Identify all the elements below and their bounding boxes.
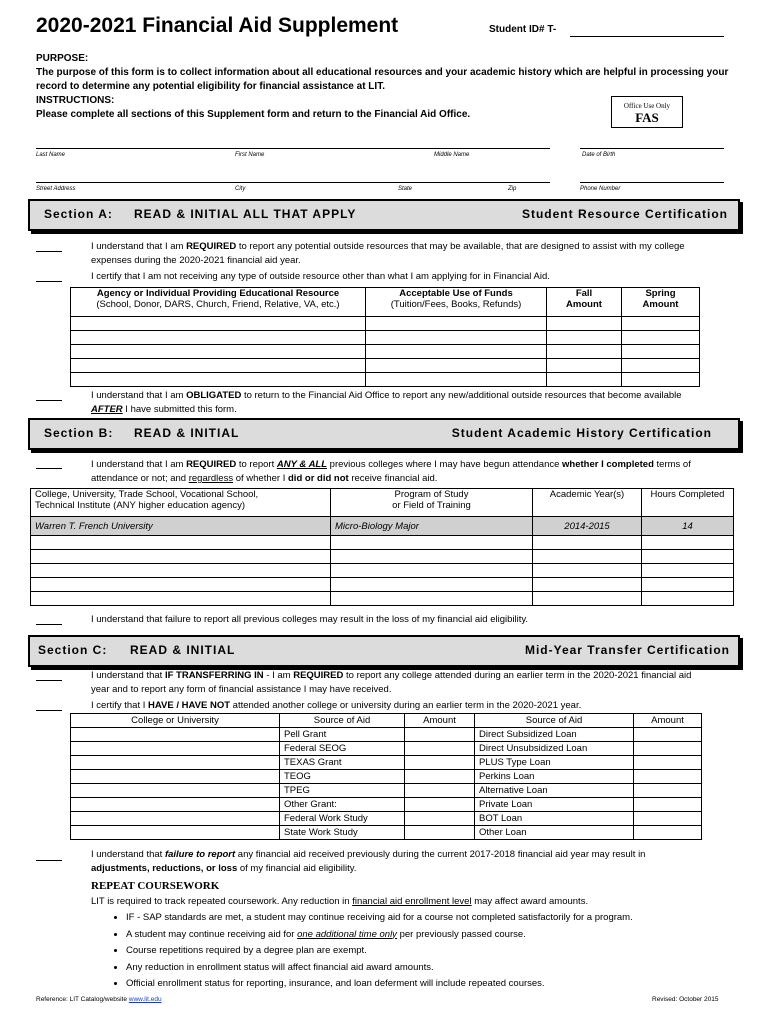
table-row[interactable]: [71, 373, 700, 387]
col-amount: Amount: [634, 714, 702, 728]
college-history-table: [30, 488, 734, 606]
statement-b1: I understand that I am REQUIRED to report ANY & ALL previous colleges where I may have begun attendance whether I completed terms of attendance or not; and regardless of whether I did or did not receive financial aid.: [91, 459, 691, 484]
repeat-heading: REPEAT COURSEWORK: [91, 880, 220, 892]
name-line[interactable]: [36, 148, 550, 149]
section-b-title: Student Academic History Certification: [451, 426, 712, 440]
initial-blank[interactable]: [36, 281, 62, 282]
list-item: • IF - SAP standards are met, a student may continue receiving aid for a course not completed satisfactorily for a program.: [126, 910, 741, 927]
table-row[interactable]: [71, 331, 700, 345]
table-row[interactable]: [71, 359, 700, 373]
col-source-of-aid: Source of Aid: [475, 714, 634, 728]
table-row[interactable]: Federal Work Study BOT Loan: [71, 812, 702, 826]
city-label: City: [235, 186, 246, 192]
col-use-of-funds: Acceptable Use of Funds (Tuition/Fees, Books, Refunds): [366, 288, 547, 317]
zip-label: Zip: [508, 186, 517, 192]
phone-label: Phone Number: [580, 186, 621, 192]
table-row[interactable]: TPEG Alternative Loan: [71, 784, 702, 798]
col-college-university: College or University: [71, 714, 280, 728]
statement-c1: I understand that IF TRANSFERRING IN - I am REQUIRED to report any college attended during an earlier term in the 2020-2021 financial aid year and to report any form of financial assistance I may have received.: [91, 670, 692, 695]
section-b-label: Section B:: [44, 426, 114, 440]
col-spring-amount: Spring Amount: [622, 288, 700, 317]
student-id-field[interactable]: [570, 36, 724, 37]
resource-table: [70, 287, 700, 387]
col-amount: Amount: [405, 714, 475, 728]
initial-blank[interactable]: [36, 400, 62, 401]
purpose-heading: PURPOSE:: [36, 53, 89, 64]
table-row[interactable]: State Work Study Other Loan: [71, 826, 702, 840]
section-a-header: [28, 199, 740, 231]
table-row[interactable]: [31, 578, 734, 592]
section-a-title: Student Resource Certification: [521, 207, 728, 221]
dob-label: Date of Birth: [582, 152, 616, 158]
middle-name-label: Middle Name: [434, 152, 470, 158]
example-program: Micro-Biology Major: [331, 517, 533, 536]
student-id-label: Student ID# T-: [489, 24, 557, 35]
col-fall-amount: Fall Amount: [547, 288, 622, 317]
section-c-label: Section C:: [38, 643, 108, 657]
example-hours: 14: [642, 517, 734, 536]
table-row[interactable]: [31, 536, 734, 550]
example-row: [31, 517, 734, 536]
table-row[interactable]: [31, 564, 734, 578]
instructions-heading: INSTRUCTIONS:: [36, 95, 115, 106]
table-row[interactable]: Federal SEOG Direct Unsubsidized Loan: [71, 742, 702, 756]
col-program: Program of Study or Field of Training: [331, 489, 533, 517]
section-c-title: Mid-Year Transfer Certification: [524, 643, 730, 657]
office-use-label: Office Use Only: [623, 102, 671, 110]
form-title: 2020-2021 Financial Aid Supplement: [36, 14, 399, 37]
table-row[interactable]: [31, 592, 734, 606]
table-row[interactable]: [71, 317, 700, 331]
col-agency: Agency or Individual Providing Educational Resource (School, Donor, DARS, Church, Friend, Relative, VA, etc.): [71, 288, 366, 317]
first-name-label: First Name: [235, 152, 265, 158]
section-c-instruction: READ & INITIAL: [130, 643, 236, 657]
table-row[interactable]: [71, 345, 700, 359]
section-c-header: [28, 635, 740, 667]
address-line[interactable]: [36, 182, 550, 183]
statement-a2: I certify that I am not receiving any type of outside resource other than what I am applying for in Financial Aid.: [91, 271, 550, 282]
phone-line[interactable]: [580, 182, 724, 183]
office-use-box: [611, 96, 683, 128]
col-academic-years: Academic Year(s): [533, 489, 642, 517]
col-hours-completed: Hours Completed: [642, 489, 734, 517]
list-item: • Official enrollment status for reporting, insurance, and loan deferment will include repeated courses.: [126, 976, 741, 993]
transfer-aid-table: [70, 713, 702, 840]
list-item: • A student may continue receiving aid for one additional time only per previously passed course.: [126, 927, 741, 944]
table-row[interactable]: [31, 550, 734, 564]
list-item: • Any reduction in enrollment status will affect financial aid award amounts.: [126, 960, 741, 977]
table-row[interactable]: TEXAS Grant PLUS Type Loan: [71, 756, 702, 770]
statement-a3: I understand that I am OBLIGATED to return to the Financial Aid Office to report any new/additional outside resources that become available AFTER I have submitted this form.: [91, 390, 682, 415]
statement-b2: I understand that failure to report all previous colleges may result in the loss of my financial aid eligibility.: [91, 614, 529, 625]
col-college: College, University, Trade School, Vocational School, Technical Institute (ANY higher education agency): [31, 489, 331, 517]
initial-blank[interactable]: [36, 624, 62, 625]
initial-blank[interactable]: [36, 680, 62, 681]
table-row[interactable]: Pell Grant Direct Subsidized Loan: [71, 728, 702, 742]
footer-revised: Revised: October 2015: [652, 996, 719, 1003]
statement-a1: I understand that I am REQUIRED to report any potential outside resources that may be available, that are designed to assist with my college expenses during the 2020-2021 financial aid year.: [91, 241, 685, 266]
repeat-intro: LIT is required to track repeated coursework. Any reduction in financial aid enrollment level may affect award amounts.: [91, 896, 589, 907]
initial-blank[interactable]: [36, 251, 62, 252]
instructions-text: Please complete all sections of this Supplement form and return to the Financial Aid Office.: [36, 109, 471, 120]
last-name-label: Last Name: [36, 152, 66, 158]
street-label: Street Address: [36, 186, 76, 192]
initial-blank[interactable]: [36, 710, 62, 711]
table-row[interactable]: Other Grant: Private Loan: [71, 798, 702, 812]
section-a-label: Section A:: [44, 207, 113, 221]
statement-c3: I understand that failure to report any financial aid received previously during the current 2017-2018 financial aid year may result in adjustments, reductions, or loss of my financial aid eligibility.: [91, 849, 646, 874]
website-link[interactable]: www.lit.edu: [128, 996, 162, 1003]
dob-line[interactable]: [580, 148, 724, 149]
state-label: State: [398, 186, 413, 192]
office-use-code: FAS: [635, 110, 659, 125]
initial-blank[interactable]: [36, 468, 62, 469]
purpose-text: The purpose of this form is to collect information about all educational resources and your academic history which are helpful in processing your record to determine any potential eligibility for financial assistance at LIT.: [36, 67, 729, 92]
col-source-of-aid: Source of Aid: [280, 714, 405, 728]
footer-reference: Reference: LIT Catalog/website www.lit.edu: [36, 996, 162, 1003]
example-years: 2014-2015: [533, 517, 642, 536]
example-college: Warren T. French University: [31, 517, 331, 536]
table-row[interactable]: TEOG Perkins Loan: [71, 770, 702, 784]
section-b-header: [28, 418, 740, 450]
list-item: • Course repetitions required by a degree plan are exempt.: [126, 943, 741, 960]
statement-c2: I certify that I HAVE / HAVE NOT attended another college or university during an earlier term in the 2020-2021 year.: [91, 700, 582, 711]
section-a-instruction: READ & INITIAL ALL THAT APPLY: [134, 207, 357, 221]
section-b-instruction: READ & INITIAL: [134, 426, 240, 440]
initial-blank[interactable]: [36, 860, 62, 861]
repeat-bullets: [91, 910, 741, 993]
